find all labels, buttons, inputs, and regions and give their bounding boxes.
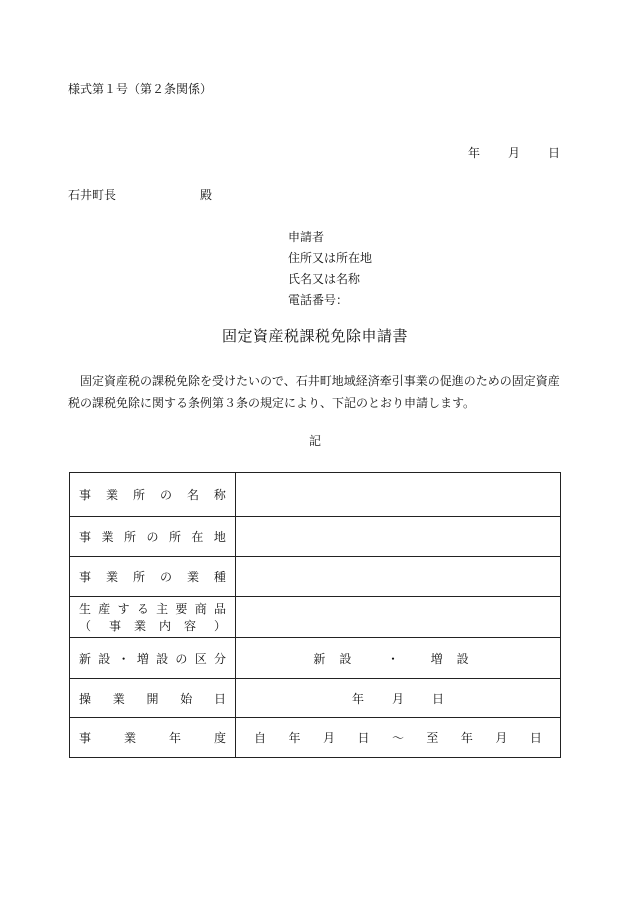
label-char: す bbox=[117, 602, 130, 616]
label-start-date bbox=[70, 679, 236, 718]
value-start-date[interactable]: 年 月 日 bbox=[236, 679, 561, 718]
value-fiscal-year[interactable] bbox=[236, 718, 561, 758]
category-dot: ・ bbox=[386, 651, 399, 666]
label-char: 称 bbox=[213, 488, 226, 502]
application-table bbox=[69, 472, 561, 758]
label-char: 商 bbox=[194, 602, 207, 616]
spaced-label bbox=[79, 486, 226, 503]
spaced-label bbox=[79, 528, 226, 545]
table-row bbox=[70, 638, 561, 679]
value-business-type[interactable] bbox=[236, 557, 561, 597]
table-row bbox=[70, 517, 561, 557]
label-char: 分 bbox=[213, 651, 226, 666]
label-char: 年 bbox=[168, 731, 181, 745]
label-char: の bbox=[175, 651, 188, 666]
label-char: 日 bbox=[213, 691, 226, 706]
table-row bbox=[70, 557, 561, 597]
document-title: 固定資産税課税免除申請書 bbox=[221, 327, 408, 345]
label-char: 所 bbox=[132, 570, 145, 584]
label-char: 事 bbox=[79, 488, 92, 502]
label-char: 要 bbox=[175, 602, 188, 616]
label-char: 業 bbox=[101, 530, 114, 544]
category-new: 新設 bbox=[313, 651, 366, 666]
label-char: 業 bbox=[105, 488, 118, 502]
label-char: 所 bbox=[132, 488, 145, 502]
spaced-label bbox=[79, 568, 226, 585]
label-char: の bbox=[146, 530, 159, 544]
label-products bbox=[70, 597, 236, 638]
products-subline: （ 事 業 内 容 ） bbox=[79, 619, 226, 633]
label-char: 設 bbox=[98, 651, 111, 666]
label-char: 主 bbox=[156, 602, 169, 616]
label-char: 事 bbox=[109, 619, 122, 633]
spaced-label bbox=[79, 729, 226, 746]
label-business-type bbox=[70, 557, 236, 597]
value-products[interactable] bbox=[236, 597, 561, 638]
spaced-label bbox=[79, 650, 226, 667]
label-char: 在 bbox=[191, 530, 204, 544]
table-row bbox=[70, 679, 561, 718]
category-expand: 増設 bbox=[430, 651, 483, 666]
date-year: 年 bbox=[468, 146, 481, 160]
label-char: の bbox=[159, 488, 172, 502]
spaced-label bbox=[79, 600, 226, 617]
label-char: 産 bbox=[98, 602, 111, 616]
applicant-address: 住所又は所在地 bbox=[288, 251, 373, 265]
table-row bbox=[70, 473, 561, 517]
fiscal-year-line: 自 年 月 日 ～ 至 年 月 日 bbox=[254, 731, 542, 745]
label-char: 度 bbox=[213, 731, 226, 745]
table-row bbox=[70, 597, 561, 638]
addressee bbox=[68, 186, 212, 203]
date-line bbox=[468, 144, 560, 161]
label-char: 事 bbox=[79, 731, 92, 745]
label-char: 開 bbox=[146, 691, 159, 706]
table-row bbox=[70, 718, 561, 758]
label-char: 業 bbox=[186, 570, 199, 584]
label-char: 操 bbox=[79, 691, 92, 706]
label-char: 始 bbox=[180, 691, 193, 706]
label-char: 所 bbox=[168, 530, 181, 544]
label-char: 事 bbox=[79, 530, 92, 544]
date-day: 日 bbox=[548, 146, 561, 160]
value-category[interactable] bbox=[236, 638, 561, 679]
label-char: 地 bbox=[213, 530, 226, 544]
value-business-location[interactable] bbox=[236, 517, 561, 557]
label-char: ・ bbox=[117, 651, 130, 666]
value-business-name[interactable] bbox=[236, 473, 561, 517]
label-fiscal-year bbox=[70, 718, 236, 758]
label-char: 業 bbox=[134, 619, 147, 633]
label-char: 容 bbox=[183, 619, 196, 633]
label-char: 業 bbox=[105, 570, 118, 584]
label-business-location bbox=[70, 517, 236, 557]
applicant-block bbox=[288, 227, 372, 311]
spaced-label bbox=[79, 690, 226, 707]
label-char: る bbox=[136, 602, 149, 616]
label-char: 業 bbox=[112, 691, 125, 706]
addressee-name: 石井町長 bbox=[68, 188, 117, 202]
label-char: 品 bbox=[213, 602, 226, 616]
label-char: 増 bbox=[136, 651, 149, 666]
label-category bbox=[70, 638, 236, 679]
label-char: 設 bbox=[156, 651, 169, 666]
form-number: 様式第１号（第２条関係） bbox=[68, 82, 213, 96]
label-business-name bbox=[70, 473, 236, 517]
date-month: 月 bbox=[508, 146, 521, 160]
label-char: 新 bbox=[79, 651, 92, 666]
label-char: 区 bbox=[194, 651, 207, 666]
addressee-honorific: 殿 bbox=[200, 188, 213, 202]
label-char: 内 bbox=[158, 619, 171, 633]
label-char: 種 bbox=[213, 570, 226, 584]
label-char: 所 bbox=[123, 530, 136, 544]
label-char: の bbox=[159, 570, 172, 584]
label-char: 業 bbox=[123, 731, 136, 745]
ki-marker: 記 bbox=[308, 434, 321, 448]
label-char: 名 bbox=[186, 488, 199, 502]
label-char: 生 bbox=[79, 602, 92, 616]
applicant-phone: 電話番号： bbox=[288, 293, 349, 307]
body-text: 固定資産税の課税免除を受けたいので、石井町地域経済牽引事業の促進のための固定資産税の課税免除に関する条例第３条の規定により、下記のとおり申請します。 bbox=[68, 374, 560, 410]
label-char: 事 bbox=[79, 570, 92, 584]
applicant-label: 申請者 bbox=[288, 230, 325, 244]
applicant-name: 氏名又は名称 bbox=[288, 272, 361, 286]
